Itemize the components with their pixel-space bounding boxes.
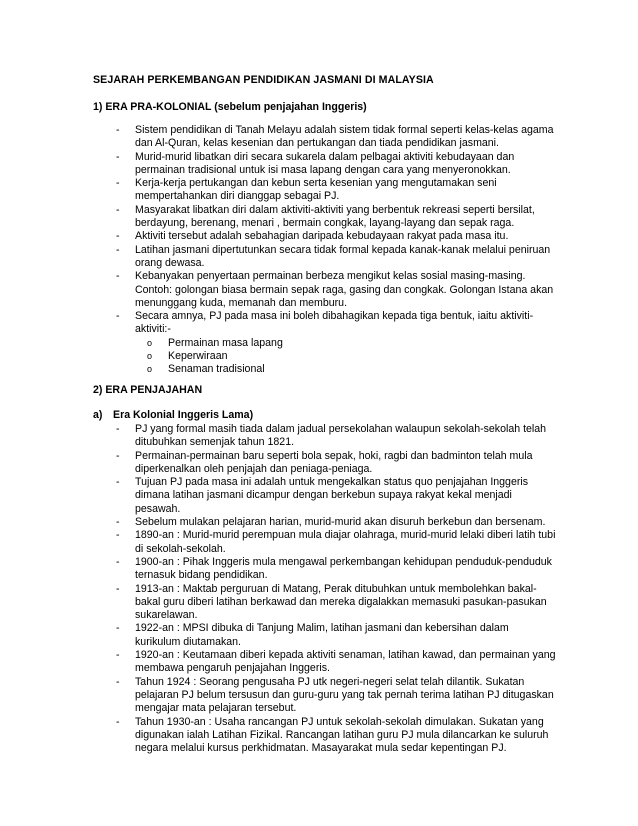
sub-list-item bbox=[147, 337, 556, 350]
list-item-text: 1920-an : Keutamaan diberi kepada aktiviti senaman, latihan kawad, dan permainan yang membawa pengaruh penjajahan Inggeris. bbox=[135, 649, 556, 675]
dash-bullet: - bbox=[116, 715, 120, 728]
dash-bullet: - bbox=[116, 516, 120, 529]
list-item bbox=[116, 556, 556, 583]
document-title: SEJARAH PERKEMBANGAN PENDIDIKAN JASMANI DI MALAYSIA bbox=[93, 74, 434, 86]
list-item bbox=[116, 270, 556, 310]
section2-heading: 2) ERA PENJAJAHAN bbox=[93, 384, 203, 396]
sub-list-item bbox=[147, 363, 556, 376]
list-item bbox=[116, 583, 556, 623]
list-item bbox=[116, 716, 556, 756]
dash-bullet: - bbox=[116, 177, 120, 190]
list-item-text: 1913-an : Maktab perguruan di Matang, Perak ditubuhkan untuk membolehkan bakal-bakal guru diberi latihan berkawad dan mereka digalakkan memasuki pasukan-pasukan sukarelawan. bbox=[135, 582, 547, 622]
list-item bbox=[116, 151, 556, 178]
list-item bbox=[116, 423, 556, 450]
list-item-text: Aktiviti tersebut adalah sebahagian daripada kebudayaan rakyat pada masa itu. bbox=[135, 230, 509, 243]
dash-bullet: - bbox=[116, 555, 120, 568]
dash-bullet: - bbox=[116, 449, 120, 462]
dash-bullet: - bbox=[116, 622, 120, 635]
circle-bullet: o bbox=[147, 337, 153, 348]
list-item bbox=[116, 476, 556, 516]
dash-bullet: - bbox=[116, 203, 120, 216]
dash-bullet: - bbox=[116, 529, 120, 542]
section2a-list bbox=[116, 423, 556, 755]
sub-list bbox=[135, 337, 556, 377]
section2a-title: Era Kolonial Inggeris Lama) bbox=[113, 409, 254, 421]
list-item-text: Sistem pendidikan di Tanah Melayu adalah sistem tidak formal seperti kelas-kelas agama dan Al-Quran, kelas kesenian dan pertukangan dan tiada pendidikan jasmani. bbox=[135, 124, 554, 150]
list-item-text: Kebanyakan penyertaan permainan berbeza mengikut kelas sosial masing-masing. Contoh: golongan biasa bermain sepak raga, gasing dan congkak. Golongan Istana akan menunggang kuda, memanah dan memburu. bbox=[135, 270, 554, 309]
circle-bullet: o bbox=[147, 364, 153, 375]
list-item bbox=[116, 204, 556, 231]
dash-bullet: - bbox=[116, 310, 120, 323]
list-item-text: Tahun 1930-an : Usaha rancangan PJ untuk sekolah-sekolah dimulakan. Sukatan yang digunakan ialah Latihan Fizikal. Rancangan latihan guru PJ mula dilancarkan ke suluruh negara melalui kursus perkhidmatan. Masayarakat mula sedar kepentingan PJ. bbox=[135, 715, 549, 755]
list-item-text: 1890-an : Murid-murid perempuan mula diajar olahraga, murid-murid lelaki diberi latih tubi di sekolah-sekolah. bbox=[135, 529, 556, 555]
dash-bullet: - bbox=[116, 476, 120, 489]
list-item-text: Tahun 1924 : Seorang pengusaha PJ utk negeri-negeri selat telah dilantik. Sukatan pelajaran PJ belum tersusun dan guru-guru yang tak pernah terima latihan PJ ditugaskan mengajar mata pelajaran tersebut. bbox=[135, 675, 554, 715]
circle-bullet: o bbox=[147, 351, 153, 362]
list-item bbox=[116, 124, 556, 151]
section1-list bbox=[116, 124, 556, 377]
sub-list-item-text: Senaman tradisional bbox=[168, 363, 265, 376]
dash-bullet: - bbox=[116, 230, 120, 243]
list-item bbox=[116, 529, 556, 556]
list-item-text: Latihan jasmani dipertutunkan secara tidak formal kepada kanak-kanak melalui peniruan orang dewasa. bbox=[135, 243, 551, 269]
list-item-text: Masyarakat libatkan diri dalam aktiviti-aktiviti yang berbentuk rekreasi seperti bersilat, berdayung, berenang, menari , bermain congkak, layang-layang dan sepak raga. bbox=[135, 203, 535, 230]
list-item bbox=[116, 230, 556, 243]
dash-bullet: - bbox=[116, 243, 120, 256]
list-item bbox=[116, 649, 556, 676]
section2a-letter: a) bbox=[93, 409, 103, 421]
list-item-text: Kerja-kerja pertukangan dan kebun serta kesenian yang mengutamakan seni mempertahankan diri dianggap sebagai PJ. bbox=[135, 177, 497, 203]
sub-list-item-text: Permainan masa lapang bbox=[168, 336, 283, 349]
dash-bullet: - bbox=[116, 124, 120, 136]
dash-bullet: - bbox=[116, 675, 120, 688]
dash-bullet: - bbox=[116, 582, 120, 595]
dash-bullet: - bbox=[116, 150, 120, 163]
list-item bbox=[116, 676, 556, 716]
list-item-text: 1922-an : MPSI dibuka di Tanjung Malim, latihan jasmani dan kebersihan dalam kurikulum diutamakan. bbox=[135, 622, 509, 648]
sub-list-item-text: Keperwiraan bbox=[168, 350, 228, 363]
list-item-text: PJ yang formal masih tiada dalam jadual persekolahan walaupun sekolah-sekolah telah ditubuhkan semenjak tahun 1821. bbox=[135, 423, 547, 449]
dash-bullet: - bbox=[116, 270, 120, 283]
list-item bbox=[116, 516, 556, 529]
sub-list-item bbox=[147, 350, 556, 363]
list-item bbox=[116, 244, 556, 271]
list-item-text: Secara amnya, PJ pada masa ini boleh dibahagikan kepada tiga bentuk, iaitu aktiviti-aktiviti:- bbox=[135, 310, 534, 336]
section2a-heading bbox=[93, 409, 253, 422]
list-item bbox=[116, 310, 556, 376]
list-item bbox=[116, 622, 556, 649]
dash-bullet: - bbox=[116, 423, 120, 435]
section1-heading: 1) ERA PRA-KOLONIAL (sebelum penjajahan Inggeris) bbox=[93, 101, 367, 113]
dash-bullet: - bbox=[116, 649, 120, 662]
list-item-text: 1900-an : Pihak Inggeris mula mengawal perkembangan kehidupan penduduk-penduduk ternasuk bidang pendidikan. bbox=[135, 555, 552, 582]
list-item bbox=[116, 177, 556, 204]
list-item-text: Murid-murid libatkan diri secara sukarela dalam pelbagai aktiviti kebudayaan dan permainan tradisional untuk isi masa lapang dengan cara yang menyeronokkan. bbox=[135, 150, 515, 176]
list-item bbox=[116, 450, 556, 477]
list-item-text: Tujuan PJ pada masa ini adalah untuk mengekalkan status quo penjajahan Inggeris dimana latihan jasmani dicampur dengan berkebun supaya rakyat kekal menjadi pesawah. bbox=[135, 476, 529, 515]
list-item-text: Permainan-permainan baru seperti bola sepak, hoki, ragbi dan badminton telah mula diperkenalkan oleh penjajah dan peniaga-peniaga. bbox=[135, 449, 533, 475]
list-item-text: Sebelum mulakan pelajaran harian, murid-murid akan disuruh berkebun dan bersenam. bbox=[135, 516, 546, 529]
